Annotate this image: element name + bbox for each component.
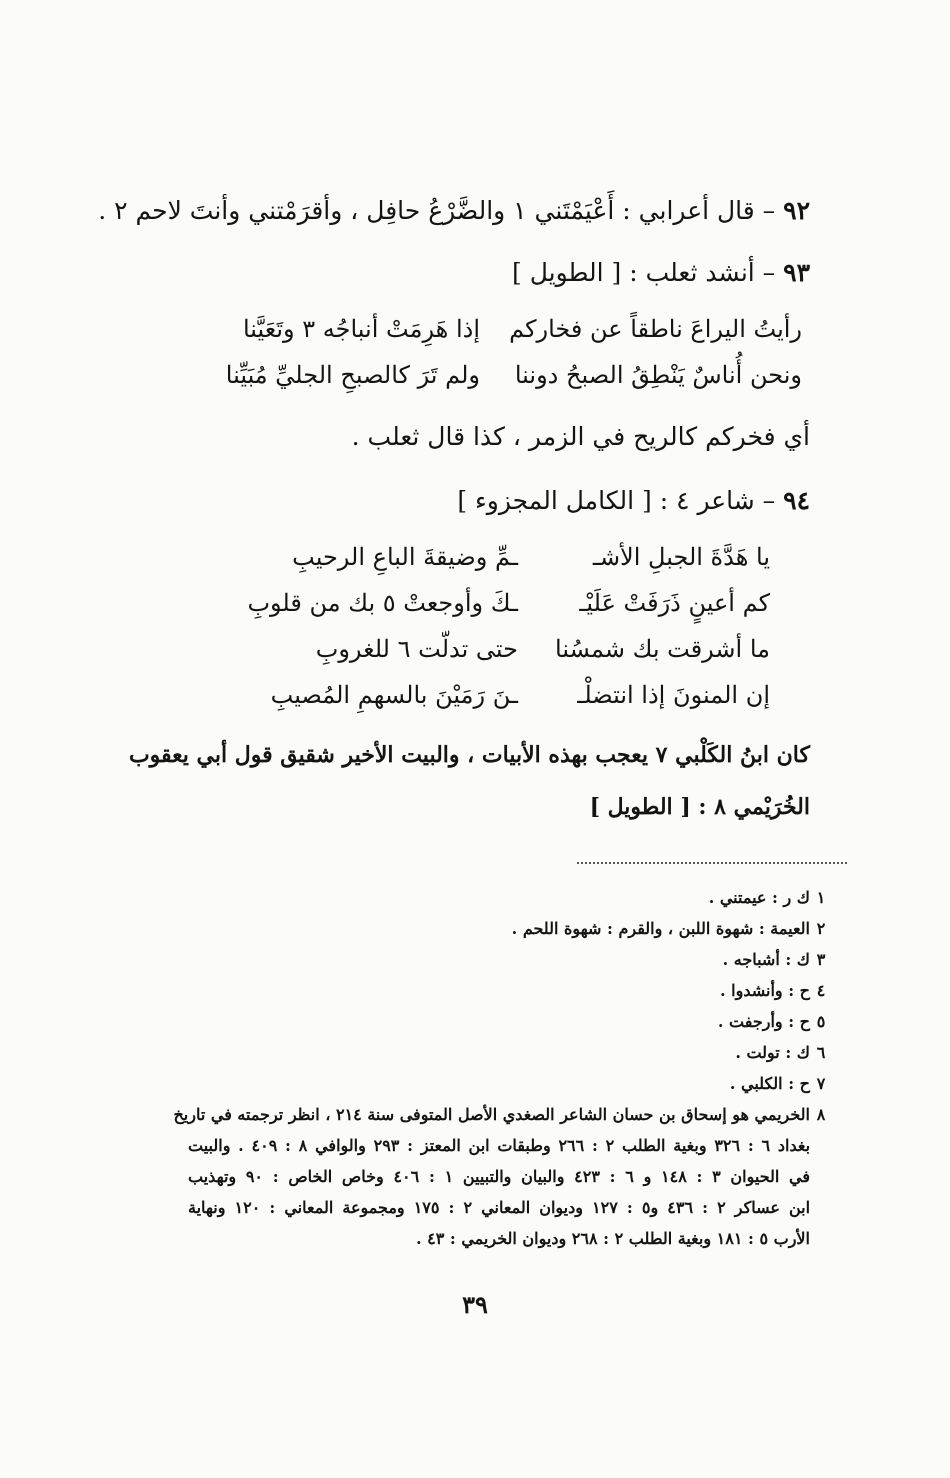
verse-hemistich-first: إن المنونَ إذا انتضلْـ (577, 681, 770, 709)
footnote-continuation: بغداد ٦ : ٣٢٦ وبغية الطلب ٢ : ٢٦٦ وطبقات ابن المعتز : ٢٩٣ والوافي ٨ : ٤٠٩ . والبيت (188, 1136, 811, 1155)
footnote-continuation: الأرب ٥ : ١٨١ وبغية الطلب ٢ : ٢٦٨ وديوان الخريمي : ٤٣ . (415, 1229, 810, 1248)
footnote-number: ١ (816, 888, 826, 907)
entry-text: – شاعر ٤ : [ الكامل المجزوء ] (457, 486, 776, 515)
verse-hemistich-second: ـمِّ وضيقةَ الباعِ الرحيبِ (292, 543, 518, 571)
footnote-number: ٧ (816, 1074, 826, 1093)
entry-94-comment-line: كان ابنُ الكَلْبي ٧ يعجب بهذه الأبيات ، والبيت الأخير شقيق قول أبي يعقوب (128, 742, 810, 768)
footnote-text: العيمة : شهوة اللبن ، والقرم : شهوة اللحم . (511, 919, 810, 938)
footnote-number: ٨ (816, 1105, 826, 1124)
footnote-text: ك ر : عيمتني . (708, 888, 810, 907)
entry-number: ٩٤ (783, 486, 810, 515)
verse-hemistich-first: ما أشرقت بك شمسُنا (555, 635, 770, 663)
footnote-text: ك : تولت . (735, 1043, 810, 1062)
footnote-number: ٥ (816, 1012, 826, 1031)
footnote-text: ح : الكلبي . (729, 1074, 810, 1093)
entry-text: – أنشد ثعلب : [ الطويل ] (512, 258, 776, 287)
footnote-text: ح : وأنشدوا . (720, 981, 810, 1000)
footnote-separator (577, 862, 847, 864)
footnote-text: ك : أشباجه . (722, 950, 810, 969)
entry-94-comment-line: الخُرَيْمي ٨ : [ الطويل ] (589, 794, 810, 820)
page-number: ٣٩ (462, 1290, 488, 1319)
footnote (0, 1041, 950, 1065)
verse-hemistich-first: يا هَدَّةَ الجبلِ الأشـ (592, 543, 770, 571)
verse-hemistich-second: ـكَ وأوجعتْ ٥ بك من قلوبِ (247, 589, 518, 617)
footnote (0, 948, 950, 972)
entry-number: ٩٢ (783, 196, 810, 225)
footnote-text: ح : وأرجفت . (717, 1012, 810, 1031)
verse-hemistich-second: إذا هَرِمَتْ أنباجُه ٣ وتَعَيَّنا (242, 315, 480, 343)
footnote (0, 886, 950, 910)
verse-hemistich-first: ونحن أُناسٌ يَنْطِقُ الصبحُ دوننا (514, 361, 802, 389)
footnote (0, 917, 950, 941)
verse-hemistich-second: ولم تَرَ كالصبحِ الجليِّ مُبَيِّنا (225, 361, 480, 389)
entry-text: – قال أعرابي : أَعْيَمْتَني ١ والضَّرْعُ حافِل ، وأقرَمْتني وأنتَ لاحم ٢ . (98, 196, 776, 225)
entry-93-comment: أي فخركم كالريح في الزمر ، كذا قال ثعلب . (351, 422, 810, 451)
footnote-number: ٤ (816, 981, 826, 1000)
entry-number: ٩٣ (783, 258, 810, 287)
footnote-text: الخريمي هو إسحاق بن حسان الشاعر الصغدي الأصل المتوفى سنة ٢١٤ ، انظر ترجمته في تاريخ (173, 1105, 810, 1124)
entry-94-heading (457, 484, 810, 518)
footnote-continuation: ابن عساكر ٢ : ٤٣٦ و٥ : ١٢٧ وديوان المعاني ٢ : ١٧٥ ومجموعة المعاني : ١٢٠ ونهاية (188, 1198, 811, 1217)
entry-92 (98, 194, 810, 228)
footnote-continuation: في الحيوان ٣ : ١٤٨ و ٦ : ٤٢٣ والبيان والتبيين ١ : ٤٠٦ وخاص الخاص : ٩٠ وتهذيب (188, 1167, 811, 1186)
entry-93-heading (512, 256, 810, 290)
verse-hemistich-second: ـنَ رَمَيْنَ بالسهمِ المُصيبِ (270, 681, 518, 709)
verse-hemistich-first: كم أعينٍ ذَرَفَتْ عَلَيْـ (579, 589, 770, 617)
footnote-number: ٣ (816, 950, 826, 969)
footnote (0, 1010, 950, 1034)
footnote-number: ٢ (816, 919, 826, 938)
footnote (0, 979, 950, 1003)
footnote (0, 1103, 950, 1127)
verse-hemistich-first: رأيتُ اليراعَ ناطقاً عن فخاركم (509, 315, 802, 343)
verse-hemistich-second: حتى تدلّت ٦ للغروبِ (315, 635, 518, 663)
footnote-number: ٦ (816, 1043, 826, 1062)
footnote (0, 1072, 950, 1096)
